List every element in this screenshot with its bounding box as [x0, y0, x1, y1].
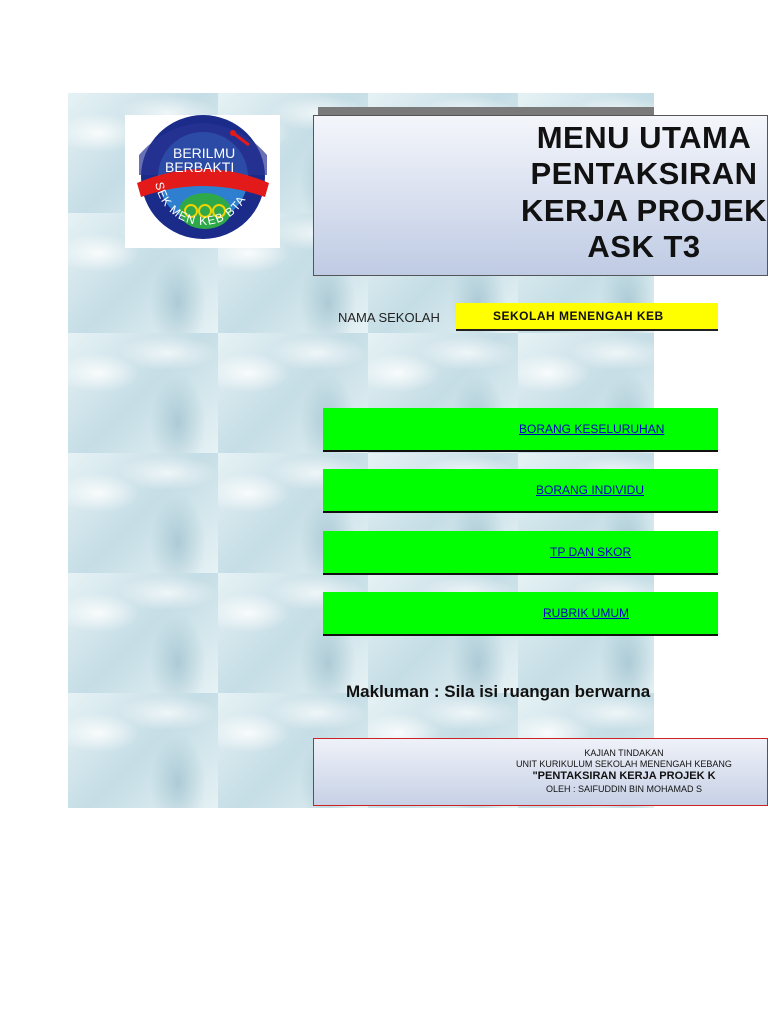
logo-motto-line1: BERILMU: [173, 145, 236, 161]
logo-motto-line2: BERBAKTI: [165, 159, 235, 175]
school-name-label: NAMA SEKOLAH: [338, 310, 440, 325]
credit-line-4: OLEH : SAIFUDDIN BIN MOHAMAD S: [545, 784, 703, 794]
menu-link-rubrik-umum[interactable]: RUBRIK UMUM: [543, 606, 629, 620]
credit-line-3: "PENTAKSIRAN KERJA PROJEK K: [532, 770, 716, 782]
title-panel: [313, 115, 768, 276]
menu-link-tp-dan-skor[interactable]: TP DAN SKOR: [550, 545, 632, 559]
menu-button-borang-keseluruhan[interactable]: [323, 408, 718, 452]
credits-panel: [313, 738, 768, 806]
title-line-3: KERJA PROJEK: [520, 193, 768, 228]
title-shadow: [318, 107, 654, 115]
title-line-2: PENTAKSIRAN: [530, 156, 758, 191]
menu-button-rubrik-umum[interactable]: [323, 592, 718, 636]
school-name-field[interactable]: [456, 303, 718, 331]
school-logo: [125, 115, 280, 248]
school-name-value: SEKOLAH MENENGAH KEB: [493, 309, 664, 323]
credit-line-2: UNIT KURIKULUM SEKOLAH MENENGAH KEBANG: [516, 759, 732, 769]
notice-text: Makluman : Sila isi ruangan berwarna: [346, 682, 651, 701]
credit-line-1: KAJIAN TINDAKAN: [584, 748, 664, 758]
title-line-4: ASK T3: [587, 229, 701, 264]
title-line-1: MENU UTAMA: [536, 120, 752, 155]
menu-link-borang-keseluruhan[interactable]: BORANG KESELURUHAN: [519, 422, 665, 436]
logo-ring-text: SEK MEN KEB BTA: [152, 180, 249, 229]
menu-link-borang-individu[interactable]: BORANG INDIVIDU: [536, 483, 645, 497]
menu-button-borang-individu[interactable]: [323, 469, 718, 513]
menu-button-tp-dan-skor[interactable]: [323, 531, 718, 575]
